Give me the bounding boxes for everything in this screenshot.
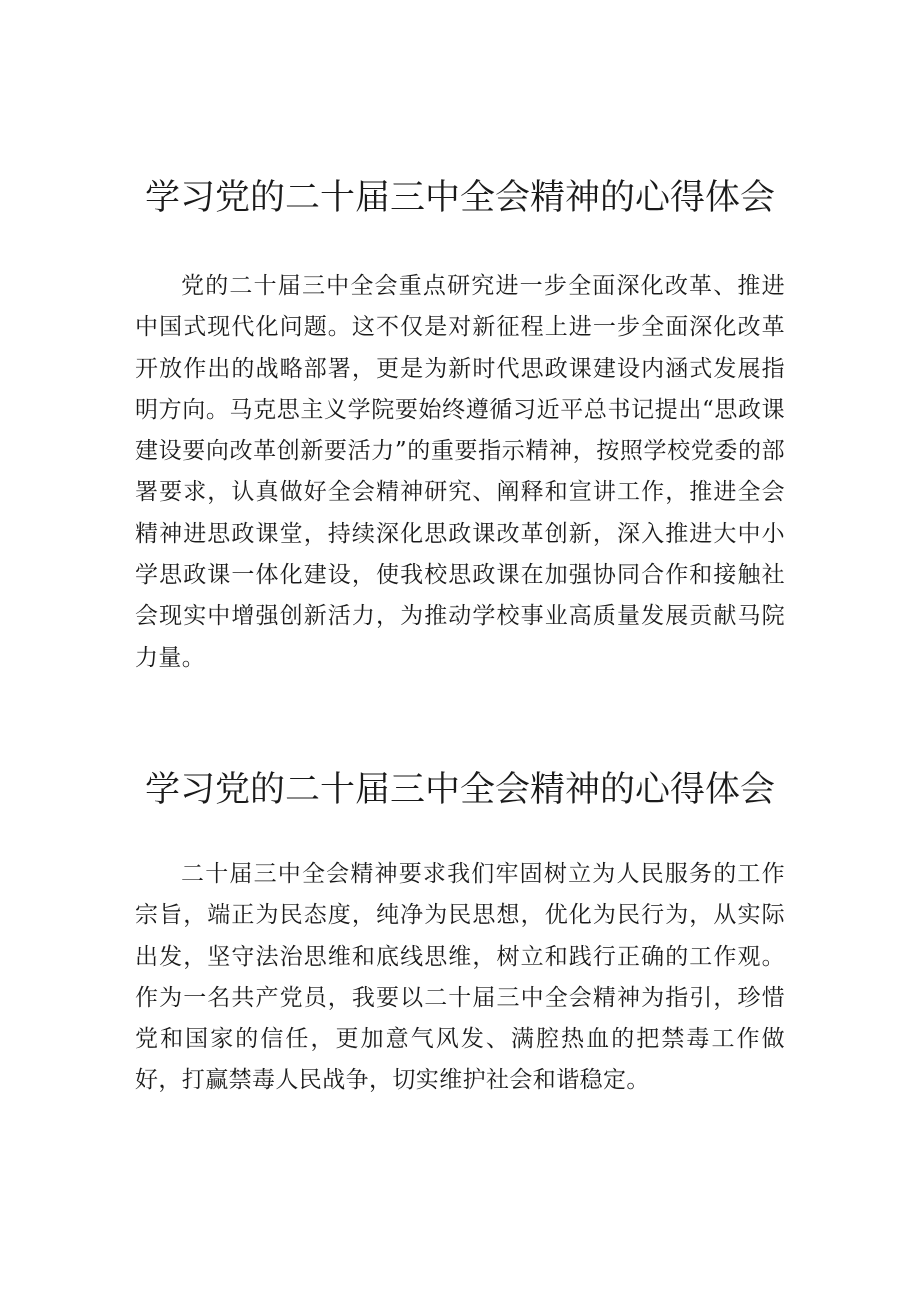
section-paragraph: 党的二十届三中全会重点研究进一步全面深化改革、推进中国式现代化问题。这不仅是对新征程上进一步全面深化改革开放作出的战略部署，更是为新时代思政课建设内涵式发展指明方向。马克思主义学院要始终遵循习近平总书记提出“思政课建设要向改革创新要活力”的重要指示精神，按照学校党委的部署要求，认真做好全会精神研究、阐释和宣讲工作，推进全会精神进思政课堂，持续深化思政课改革创新，深入推进大中小学思政课一体化建设，使我校思政课在加强协同合作和接触社会现实中增强创新活力，为推动学校事业高质量发展贡献马院力量。 xyxy=(135,273,785,671)
section-paragraph: 二十届三中全会精神要求我们牢固树立为人民服务的工作宗旨，端正为民态度，纯净为民思想，优化为民行为，从实际出发，坚守法治思维和底线思维，树立和践行正确的工作观。作为一名共产党员，我要以二十届三中全会精神为指引，珍惜党和国家的信任，更加意气风发、满腔热血的把禁毒工作做好，打赢禁毒人民战争，切实维护社会和谐稳定。 xyxy=(135,861,785,1094)
section-title: 学习党的二十届三中全会精神的心得体会 xyxy=(144,770,775,810)
essay-section-2 xyxy=(0,762,920,1094)
essay-section-1 xyxy=(0,170,920,671)
section-title: 学习党的二十届三中全会精神的心得体会 xyxy=(144,178,775,218)
